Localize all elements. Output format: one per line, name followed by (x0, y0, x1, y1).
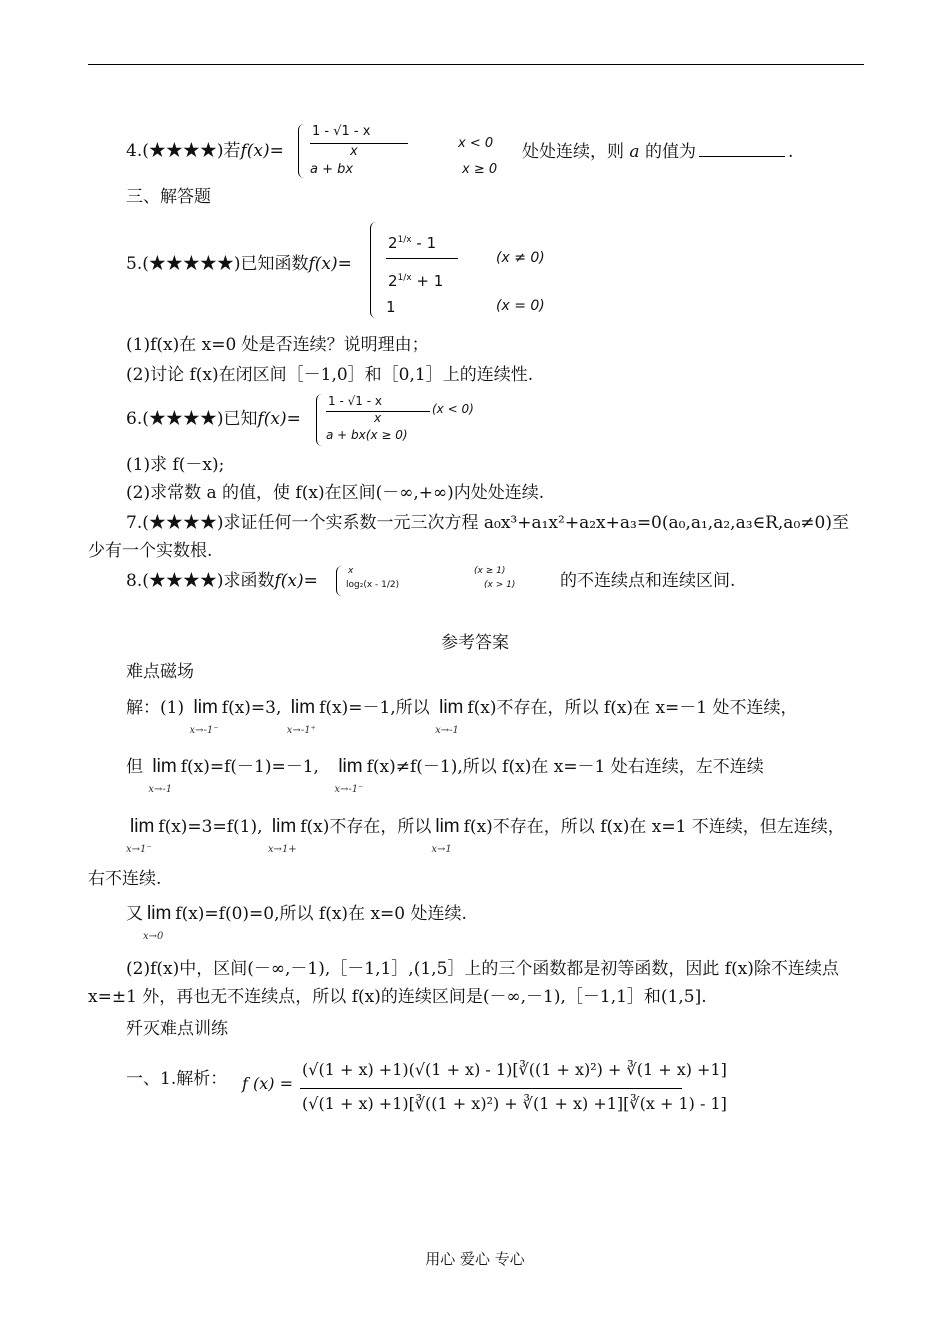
q4-tail (522, 140, 793, 163)
q4-bottom: a + bx (310, 162, 354, 177)
brace (336, 566, 345, 596)
q6-part1: (1)求 f(－x); (126, 455, 225, 475)
train-title: 歼灭难点训练 (126, 1019, 228, 1039)
sol-line5: 又 lim x→0 f(x)=f(0)=0,所以 f(x)在 x=0 处连续. (126, 903, 467, 942)
page-footer: 用心 爱心 专心 (425, 1250, 525, 1268)
q6-part2: (2)求常数 a 的值，使 f(x)在区间(－∞,+∞)内处处连续. (126, 483, 545, 503)
q4-den: x (350, 144, 358, 159)
limit: lim x→-1⁻ (334, 756, 364, 795)
brace (298, 124, 307, 178)
brace (316, 394, 325, 446)
q6-prefix: 6.(★★★★)已知 (126, 409, 258, 429)
q4-prefix: 4.(★★★★)若 (126, 141, 241, 161)
train1-denominator: (√(1 + x) +1)[∛((1 + x)²) + ∛(1 + x) +1][∛(x + 1) - 1] (302, 1094, 727, 1113)
fraction-bar (310, 143, 408, 144)
answers-title: 参考答案 (441, 633, 509, 653)
q8-row1: x (348, 566, 354, 576)
limit: lim x→-1⁺ (286, 697, 316, 736)
q5-piecewise (370, 222, 590, 318)
q4-var: a (629, 142, 640, 162)
q6-line (126, 408, 301, 430)
limit: lim x→-1⁻ (189, 697, 219, 736)
q8-cond2: (x > 1) (484, 580, 516, 590)
q8-cond1: (x ≥ 1) (474, 566, 506, 576)
q5-part1: (1)f(x)在 x=0 处是否连续？说明理由； (126, 335, 429, 355)
limit: lim x→1⁻ (126, 816, 155, 855)
brace (370, 222, 379, 318)
limit: lim x→0 (143, 903, 172, 942)
q7-line2: 少有一个实数根. (88, 541, 213, 561)
train1-lhs: f (x) = (242, 1074, 294, 1093)
q4-line (126, 140, 284, 162)
sol-line4: 右不连续. (88, 869, 162, 889)
sol-part2-line1: (2)f(x)中，区间(－∞,－1),［－1,1］,(1,5］上的三个函数都是初等函数，因此 f(x)除不连续点 (126, 959, 839, 979)
q8-piecewise (336, 566, 558, 596)
limit: lim x→-1 (435, 697, 464, 736)
limit: lim x→-1 (148, 756, 177, 795)
sol-line1: 解：(1) lim x→-1⁻ f(x)=3, lim x→-1⁺ f(x)=－1,所以 lim x→-1 f(x)不存在，所以 f(x)在 x=－1 处不连续， (126, 697, 798, 736)
q6-cond1: (x < 0) (432, 402, 474, 416)
train1-numerator: (√(1 + x) +1)(√(1 + x) - 1)[∛((1 + x)²) + ∛(1 + x) +1] (302, 1060, 727, 1079)
q4-suffix-a: 处处连续，则 (522, 142, 624, 162)
q5-prefix: 5.(★★★★★)已知函数 (126, 254, 309, 274)
q5-den: $2^{1/x} + 1$ (388, 272, 444, 290)
header-rule (88, 64, 864, 65)
fraction-bar (300, 1088, 682, 1089)
sol-part2-line2: x=±1 外，再也无不连续点，所以 f(x)的连续区间是(－∞,－1),［－1,1］和(1,5]. (88, 987, 707, 1007)
q4-end: . (787, 142, 794, 162)
q4-num: 1 - √1 - x (312, 124, 371, 139)
q6-bottom: a + bx(x ≥ 0) (326, 428, 408, 442)
q6-fx: f(x)= (257, 409, 301, 429)
q6-piecewise (316, 394, 526, 446)
q5-fx: f(x)= (308, 254, 352, 274)
q8-line (126, 570, 318, 592)
q8-prefix: 8.(★★★★)求函数 (126, 571, 275, 591)
limit: lim x→1 (431, 816, 460, 855)
q5-cond1: (x ≠ 0) (496, 250, 545, 266)
fraction-bar (386, 258, 458, 259)
q4-fx: f(x)= (240, 141, 284, 161)
train1-label: 一、1.解析： (126, 1069, 228, 1089)
q8-suffix: 的不连续点和连续区间. (560, 571, 736, 591)
section-heading: 三、解答题 (126, 187, 211, 207)
answer-blank[interactable] (699, 140, 785, 157)
q4-cond1: x < 0 (458, 136, 494, 151)
q5-num: $2^{1/x} - 1$ (388, 234, 437, 252)
q4-piecewise (298, 124, 518, 178)
q6-den: x (374, 411, 382, 425)
q4-cond2: x ≥ 0 (462, 162, 498, 177)
sol-line3: lim x→1⁻ f(x)=3=f(1), lim x→1+ f(x)不存在，所以 lim x→1 f(x)不存在，所以 f(x)在 x=1 不连续，但左连续， (126, 816, 845, 855)
q4-suffix-b: 的值为 (644, 142, 696, 162)
q5-cond2: (x = 0) (496, 298, 545, 314)
sol-line2: 但 lim x→-1 f(x)=f(－1)=－1, lim x→-1⁻ f(x)≠f(－1),所以 f(x)在 x=－1 处右连续，左不连续 (126, 756, 764, 795)
q6-num: 1 - √1 - x (328, 394, 382, 408)
hard-title: 难点磁场 (126, 662, 194, 682)
q7-line1: 7.(★★★★)求证任何一个实系数一元三次方程 a₀x³+a₁x²+a₂x+a₃=0(a₀,a₁,a₂,a₃∈R,a₀≠0)至 (126, 513, 849, 533)
q8-fx: f(x)= (274, 571, 318, 591)
sol-label: 解：(1) (126, 698, 185, 718)
limit: lim x→1+ (267, 816, 297, 855)
q5-line (126, 253, 352, 275)
q8-row2: log₂(x - 1/2) (346, 580, 400, 590)
q5-part2: (2)讨论 f(x)在闭区间［－1,0］和［0,1］上的连续性. (126, 365, 534, 385)
q5-val2: 1 (386, 298, 396, 316)
